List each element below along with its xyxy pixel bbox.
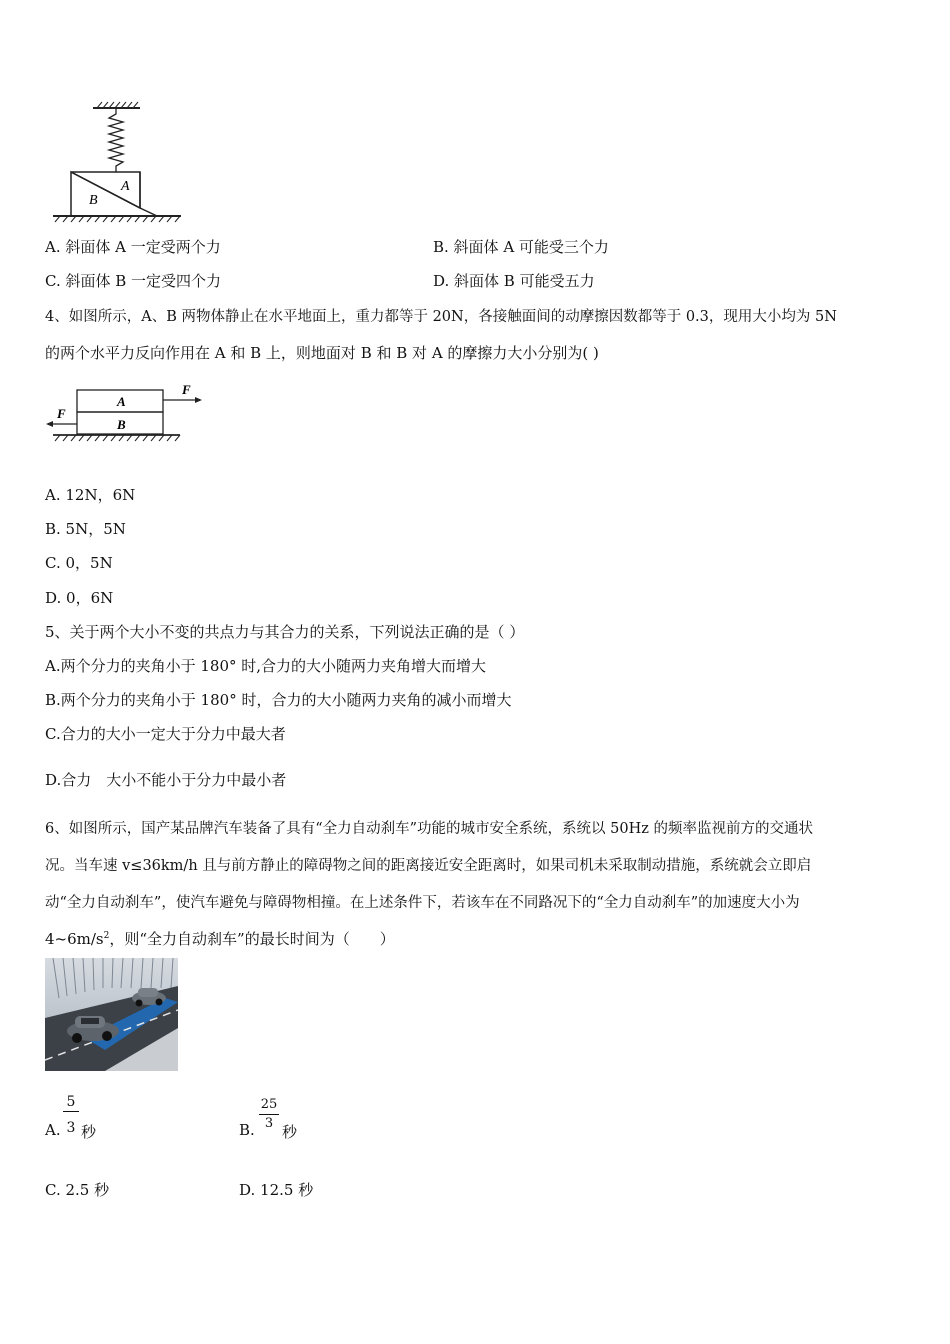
q6-stem-line4 [45,928,395,949]
q6-option-b-prefix: B. [239,1121,255,1139]
q3-label-a: A [121,179,130,194]
q6-option-b-denominator: 3 [264,1116,274,1131]
q4-label-a: A [117,394,126,409]
q5-option-d: D.合力 大小不能小于分力中最小者 [45,771,287,789]
q4-option-d: D. 0，6N [45,589,114,607]
q4-label-b: B [117,417,126,432]
q6-option-a-prefix: A. [45,1121,61,1139]
q5-option-a: A.两个分力的夹角小于 180° 时,合力的大小随两力夹角增大而增大 [45,657,487,675]
q6-stem-line2: 况。当车速 v≤36km/h 且与前方静止的障碍物之间的距离接近安全距离时，如果司机未采取制动措施，系统就会立即启 [45,858,812,874]
q5-stem: 5、关于两个大小不变的共点力与其合力的关系，下列说法正确的是（ ） [45,623,525,641]
q6-stem-line3: 动“全力自动刹车”，使汽车避免与障碍物相撞。在上述条件下，若该车在不同路况下的“全力自动刹车”的加速度大小为 [45,895,800,911]
q6-stem-question: ，则“全力自动刹车”的最长时间为（ ） [109,930,395,948]
q6-stem-line1: 6、如图所示，国产某品牌汽车装备了具有“全力自动刹车”功能的城市安全系统，系统以 50Hz 的频率监视前方的交通状 [45,821,813,837]
q4-option-c: C. 0，5N [45,554,113,572]
q6-accel-range: 4~6m/s [45,930,104,948]
q4-force-left-label: F [57,406,66,421]
q6-option-b-unit: 秒 [282,1123,298,1141]
q4-option-a: A. 12N，6N [45,486,136,504]
q6-option-b-fraction [259,1097,279,1132]
q4-stem-line2: 的两个水平力反向作用在 A 和 B 上，则地面对 B 和 B 对 A 的摩擦力大小分别为( ) [45,344,599,362]
q6-accel-exponent: 2 [103,931,110,941]
q6-option-b-numerator: 25 [260,1097,278,1112]
q6-option-d: D. 12.5 秒 [239,1181,314,1199]
car-auto-brake-photo [45,958,178,1071]
q6-option-a [45,1094,165,1142]
q3-figure [45,100,195,225]
q5-option-c: C.合力的大小一定大于分力中最大者 [45,725,286,743]
q3-option-c: C. 斜面体 B 一定受四个力 [45,272,222,290]
q4-figure [45,382,210,444]
q6-option-a-fraction [63,1094,79,1136]
q3-option-a: A. 斜面体 A 一定受两个力 [45,238,221,256]
q3-label-b: B [89,193,98,208]
q6-option-c: C. 2.5 秒 [45,1181,110,1199]
q4-option-b: B. 5N，5N [45,520,126,538]
q5-option-b: B.两个分力的夹角小于 180° 时，合力的大小随两力夹角的减小而增大 [45,691,512,709]
q4-force-right-label: F [182,382,191,397]
q4-stem-line1: 4、如图所示，A、B 两物体静止在水平地面上，重力都等于 20N，各接触面间的动摩擦因数都等于 0.3，现用大小均为 5N [45,309,837,325]
q3-option-b: B. 斜面体 A 可能受三个力 [433,238,609,256]
q6-option-a-numerator: 5 [66,1094,76,1110]
q6-option-b [239,1097,359,1142]
q6-option-a-unit: 秒 [81,1123,97,1141]
q3-option-d: D. 斜面体 B 可能受五力 [433,272,595,290]
q6-option-a-denominator: 3 [66,1120,76,1136]
